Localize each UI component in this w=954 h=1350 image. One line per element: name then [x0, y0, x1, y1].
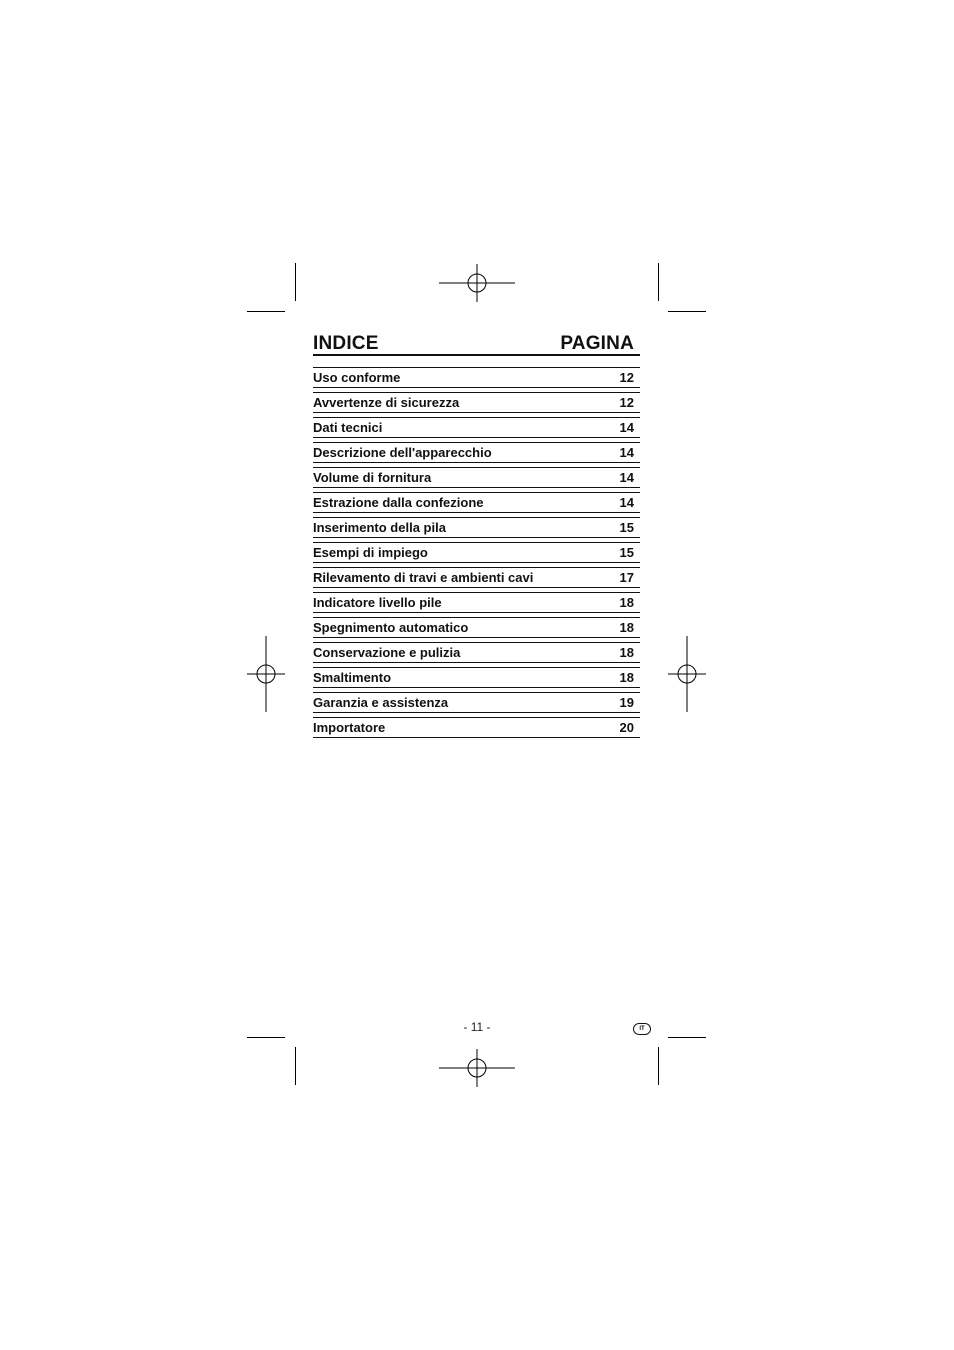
toc-entry-label: Garanzia e assistenza: [313, 695, 449, 710]
toc-entry-page: 18: [619, 670, 634, 685]
crop-mark: [247, 311, 285, 312]
registration-mark-icon: [228, 636, 304, 712]
toc-entry-label: Importatore: [313, 720, 386, 735]
toc-entry-label: Estrazione dalla confezione: [313, 495, 484, 510]
toc-entry-page: 15: [619, 545, 634, 560]
toc-entry-page: 19: [619, 695, 634, 710]
toc-entry[interactable]: [313, 492, 640, 513]
toc-entry-page: 14: [619, 445, 634, 460]
crop-mark: [668, 1037, 706, 1038]
toc-title: INDICE: [313, 333, 379, 354]
toc-entry-page: 14: [619, 470, 634, 485]
registration-mark-icon: [439, 245, 515, 321]
toc-entry-label: Avvertenze di sicurezza: [313, 395, 460, 410]
crop-mark: [658, 263, 659, 301]
toc-entry-label: Rilevamento di travi e ambienti cavi: [313, 570, 534, 585]
toc-entry-page: 17: [619, 570, 634, 585]
toc-entry[interactable]: [313, 567, 640, 588]
toc-entry-label: Esempi di impiego: [313, 545, 428, 560]
toc-entry-page: 18: [619, 620, 634, 635]
toc-entry[interactable]: [313, 367, 640, 388]
crop-mark: [658, 1047, 659, 1085]
toc-entry-page: 12: [619, 395, 634, 410]
toc-entry-label: Inserimento della pila: [313, 520, 446, 535]
toc-entry[interactable]: [313, 617, 640, 638]
toc-entry[interactable]: [313, 667, 640, 688]
registration-mark-icon: [439, 1030, 515, 1106]
toc-page-column-title: PAGINA: [560, 333, 634, 354]
toc-entry[interactable]: [313, 517, 640, 538]
toc-entry-page: 15: [619, 520, 634, 535]
toc-entry[interactable]: [313, 417, 640, 438]
crop-mark: [295, 1047, 296, 1085]
registration-mark-icon: [649, 636, 725, 712]
toc-entry[interactable]: [313, 717, 640, 738]
toc-entry-label: Descrizione dell'apparecchio: [313, 445, 492, 460]
toc-entry-page: 12: [619, 370, 634, 385]
toc-entry[interactable]: [313, 692, 640, 713]
toc-entry-page: 14: [619, 495, 634, 510]
crop-mark: [295, 263, 296, 301]
toc-entry[interactable]: [313, 592, 640, 613]
toc-header: [313, 330, 640, 356]
page-number: - 11 -: [463, 1020, 491, 1034]
toc-entry-label: Conservazione e pulizia: [313, 645, 461, 660]
table-of-contents: [313, 330, 640, 742]
toc-entry-page: 18: [619, 595, 634, 610]
toc-entry-page: 18: [619, 645, 634, 660]
toc-entry[interactable]: [313, 442, 640, 463]
toc-entry-page: 20: [619, 720, 634, 735]
toc-entry-label: Dati tecnici: [313, 420, 383, 435]
crop-mark: [668, 311, 706, 312]
toc-entry-page: 14: [619, 420, 634, 435]
toc-entry[interactable]: [313, 542, 640, 563]
toc-entry-label: Smaltimento: [313, 670, 392, 685]
toc-entry[interactable]: [313, 642, 640, 663]
language-badge: IT: [633, 1023, 651, 1035]
crop-mark: [247, 1037, 285, 1038]
toc-entry-label: Volume di fornitura: [313, 470, 432, 485]
toc-list: [313, 367, 640, 738]
toc-entry[interactable]: [313, 392, 640, 413]
toc-entry[interactable]: [313, 467, 640, 488]
toc-entry-label: Uso conforme: [313, 370, 401, 385]
toc-entry-label: Indicatore livello pile: [313, 595, 442, 610]
toc-entry-label: Spegnimento automatico: [313, 620, 469, 635]
